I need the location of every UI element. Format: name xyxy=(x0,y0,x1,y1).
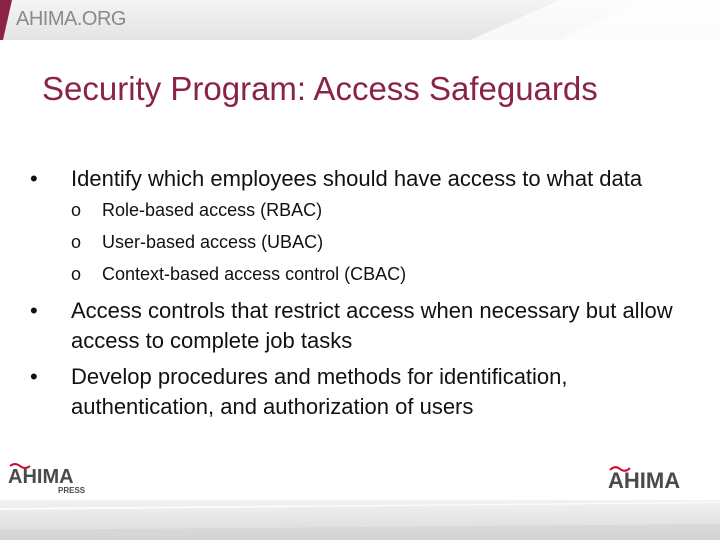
top-banner xyxy=(0,0,720,40)
ahima-logo xyxy=(604,462,704,492)
bullet-marker: • xyxy=(30,364,38,389)
sub-bullet-text: User-based access (UBAC) xyxy=(102,232,324,252)
bottom-banner xyxy=(0,500,720,540)
left-logo-brand: AHIMA xyxy=(8,466,74,488)
sub-bullet-marker: o xyxy=(71,232,82,252)
bullet-item xyxy=(30,164,700,290)
bullet-marker: • xyxy=(30,298,38,323)
bullet-text: Identify which employees should have access to what data xyxy=(71,166,643,191)
slide-body xyxy=(30,164,700,428)
sub-bullet-marker: o xyxy=(71,200,82,220)
sub-bullet-item xyxy=(71,258,700,290)
left-logo-tag: PRESS xyxy=(58,486,86,495)
bullet-list xyxy=(30,164,700,422)
site-name: AHIMA.ORG xyxy=(16,8,126,30)
bullet-text: Develop procedures and methods for identification, authentication, and authorization of users xyxy=(71,364,568,419)
sub-bullet-text: Context-based access control (CBAC) xyxy=(102,264,407,284)
slide-title: Security Program: Access Safeguards xyxy=(42,70,598,107)
sub-bullet-marker: o xyxy=(71,264,82,284)
bullet-item xyxy=(30,296,700,356)
bullet-text: Access controls that restrict access when necessary but allow access to complete job tasks xyxy=(71,298,673,353)
bottom-banner-decoration xyxy=(0,500,720,540)
sub-bullet-item xyxy=(71,226,700,258)
sub-bullet-list xyxy=(71,194,700,290)
right-logo-brand: AHIMA xyxy=(608,468,681,492)
bullet-marker: • xyxy=(30,166,38,191)
sub-bullet-item xyxy=(71,194,700,226)
ahima-press-logo xyxy=(6,460,98,496)
bullet-item xyxy=(30,362,700,422)
sub-bullet-text: Role-based access (RBAC) xyxy=(102,200,323,220)
